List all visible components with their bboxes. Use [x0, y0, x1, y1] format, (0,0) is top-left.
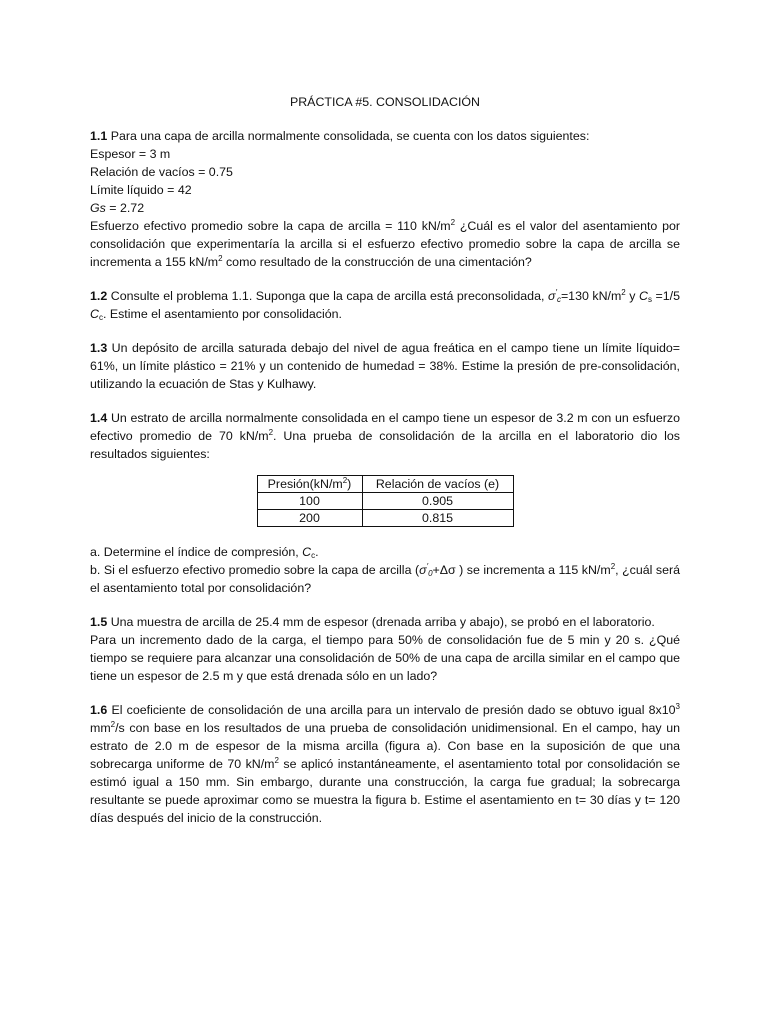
table-row — [257, 493, 513, 510]
problem-1-4-part-a: a. Determine el índice de compresión, $C_c$. — [90, 545, 319, 560]
problem-1-4: 1.4 Un estrato de arcilla normalmente consolidada en el campo tiene un espesor de 3.2 m con un esfuerzo efectivo promedio de 70 $kN/m^2$. Una prueba de consolidación de la arcilla en el laboratorio dio los resultados siguientes: — [90, 411, 680, 461]
sigma-symbol: $\sigma'_c$ — [547, 288, 561, 304]
problem-number: 1.6 — [90, 703, 108, 717]
table-row — [257, 510, 513, 527]
problem-1-1-question: Esfuerzo efectivo promedio sobre la capa de arcilla = 110 $kN/m^2$ ¿Cuál es el valor del asentamiento por consolidación que experimentaría la arcilla si el esfuerzo efectivo promedio sobre la capa de arcilla se incrementa a 155 $kN/m^2$ como resultado de la construcción de una cimentación? — [90, 218, 680, 269]
table-header-row — [257, 476, 513, 493]
problem-1-5: 1.5 Una muestra de arcilla de 25.4 mm de espesor (drenada arriba y abajo), se probó en el laboratorio. Para un incremento dado de la carga, el tiempo para 50% de consolidación fue de 5 min y 20 s. ¿Qué tiempo se requiere para alcanzar una consolidación de 50% de una capa de arcilla similar en el campo que tiene un espesor de 2.5 m y que está drenada sólo en un lado? — [90, 615, 680, 683]
consolidation-results-table — [257, 475, 514, 527]
data-relacion-vacios: Relación de vacíos = 0.75 — [90, 165, 233, 179]
problem-number: 1.2 — [90, 289, 108, 303]
problem-number: 1.4 — [90, 411, 108, 425]
problem-1-1: 1.1 Para una capa de arcilla normalmente consolidada, se cuenta con los datos siguientes: Espesor = 3 m Relación de vacíos = 0.75 Límite líquido = 42 Gs = 2.72 Esfuerzo efectivo promedio sobre la capa de arcilla = 110 $kN/m^2$ ¿Cuál es el valor del asentamiento por consolidación que experimentaría la arcilla si el esfuerzo efectivo promedio sobre la capa de arcilla se incrementa a 155 $kN/m^2$ como resultado de la construcción de una cimentación? — [90, 129, 680, 269]
table-cell: 100 — [257, 493, 362, 510]
table-cell: 200 — [257, 510, 362, 527]
table-cell: 0.905 — [362, 493, 513, 510]
sigma-symbol: $\sigma'_0$ — [419, 562, 433, 578]
column-header-presion: $Presión(kN/m^2)$ — [257, 476, 362, 493]
table-cell: 0.815 — [362, 510, 513, 527]
problem-number: 1.3 — [90, 341, 108, 355]
problem-1-3: 1.3 Un depósito de arcilla saturada debajo del nivel de agua freática en el campo tiene un límite líquido= 61%, un límite plástico = 21% y un contenido de humedad = 38%. Estime la presión de pre-consolidación, utilizando la ecuación de Stas y Kulhawy. — [90, 341, 680, 391]
document-content — [90, 93, 680, 827]
problem-1-2: 1.2 Consulte el problema 1.1. Suponga que la capa de arcilla está preconsolidada, $\sigma'_c=130$ $kN/m^2$ y $C_s =1/5$ $C_c$. Estime el asentamiento por consolidación. — [90, 288, 680, 322]
data-espesor: Espesor = 3 m — [90, 147, 171, 161]
problem-1-6: 1.6 El coeficiente de consolidación de una arcilla para un intervalo de presión dado se obtuvo igual $8x10^3$ $mm^2/s$ con base en los resultados de una prueba de consolidación unidimensional. En el campo, hay un estrato de 2.0 m de espesor de la misma arcilla (figura a). Con base en la suposición de que una sobrecarga uniforme de 70 $kN/m^2$ se aplicó instantáneamente, el asentamiento total por consolidación se estimó igual a 150 mm. Sin embargo, durante una construcción, la carga fue gradual; la sobrecarga resultante se puede aproximar como se muestra la figura b. Estime el asentamiento en t= 30 días y t= 120 días después del inicio de la construcción. — [90, 702, 680, 825]
data-limite-liquido: Límite líquido = 42 — [90, 183, 192, 197]
data-gs: Gs = 2.72 — [90, 201, 145, 215]
problem-number: 1.5 — [90, 615, 108, 629]
problem-number: 1.1 — [90, 129, 108, 143]
column-header-relacion-vacios: Relación de vacíos (e) — [362, 476, 513, 493]
problem-1-4-part-b: b. Si el esfuerzo efectivo promedio sobre la capa de arcilla ($\sigma'_0+\Delta\sigma$ ) se incrementa a 115 $kN/m^2$, ¿cuál será el asentamiento total por consolidación? — [90, 562, 680, 595]
page-title: PRÁCTICA #5. CONSOLIDACIÓN — [289, 95, 481, 109]
